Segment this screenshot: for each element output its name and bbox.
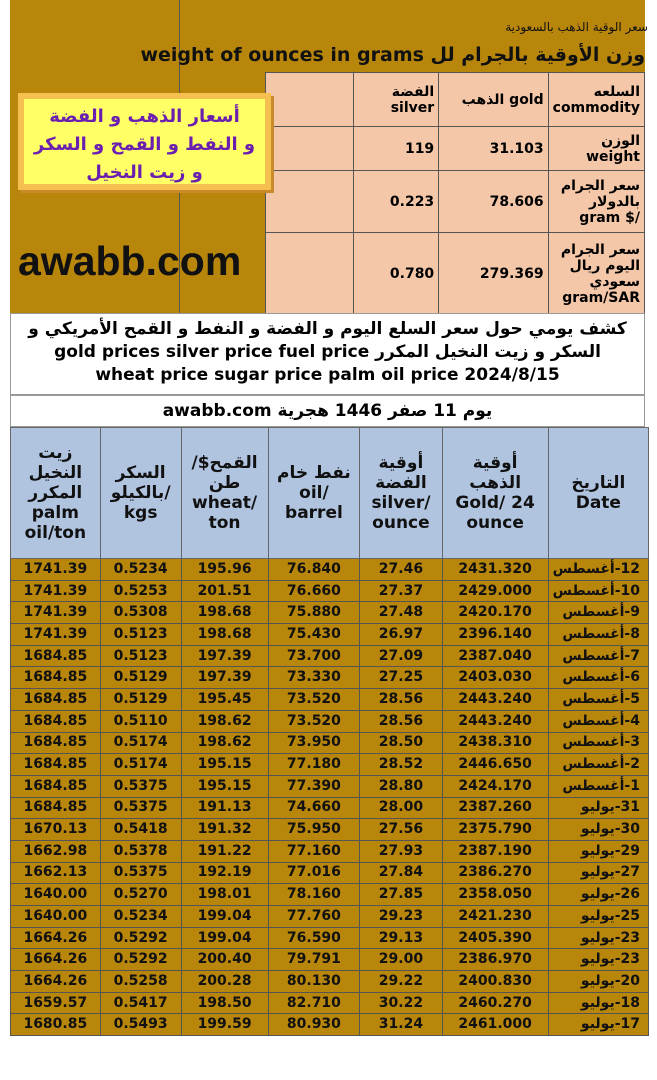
gold-cell: 2375.790: [442, 819, 548, 841]
oil-cell: 75.880: [268, 602, 360, 624]
oil-cell: 77.760: [268, 906, 360, 928]
table-row: [11, 862, 649, 884]
silver-cell: 27.84: [360, 862, 442, 884]
date-cell: 2-أغسطس: [548, 754, 648, 776]
table-row: [11, 775, 649, 797]
weight-row: [266, 171, 645, 233]
table-row: [11, 624, 649, 646]
wheat-cell: 191.32: [181, 819, 268, 841]
gold-cell: 2424.170: [442, 775, 548, 797]
sugar-cell: 0.5174: [100, 732, 181, 754]
column-header-palm-oil: زيت النخيل المكرر palm oil/ton: [11, 428, 101, 559]
gold-cell: 2461.000: [442, 1014, 548, 1036]
date-cell: 17-يوليو: [548, 1014, 648, 1036]
oil-cell: 75.430: [268, 624, 360, 646]
palm-oil-cell: 1684.85: [11, 797, 101, 819]
palm-oil-cell: 1741.39: [11, 559, 101, 581]
table-row: [11, 949, 649, 971]
hijri-date-line: يوم 11 صفر 1446 هجرية awabb.com: [10, 395, 645, 427]
sugar-cell: 0.5123: [100, 645, 181, 667]
summary-caption: كشف يومي حول سعر السلع اليوم و الفضة و النفط و القمح الأمريكي و السكر و زيت النخيل المكرر gold prices silver price fuel price wheat price sugar price palm oil price 2024/8/15: [10, 313, 645, 395]
date-cell: 26-يوليو: [548, 884, 648, 906]
date-cell: 23-يوليو: [548, 949, 648, 971]
column-header-wheat: القمح$/ طن wheat/ ton: [181, 428, 268, 559]
weight-empty-cell: [266, 73, 354, 127]
gold-cell: 2431.320: [442, 559, 548, 581]
wheat-cell: 200.40: [181, 949, 268, 971]
palm-oil-cell: 1664.26: [11, 927, 101, 949]
silver-cell: 29.00: [360, 949, 442, 971]
commodities-banner: [18, 93, 271, 190]
oil-cell: 76.660: [268, 580, 360, 602]
table-row: [11, 602, 649, 624]
silver-cell: 28.80: [360, 775, 442, 797]
silver-cell: 27.37: [360, 580, 442, 602]
gold-cell: 2387.260: [442, 797, 548, 819]
silver-cell: 28.52: [360, 754, 442, 776]
column-header-gold: أوقية الذهب Gold/ 24 ounce: [442, 428, 548, 559]
sugar-cell: 0.5174: [100, 754, 181, 776]
palm-oil-cell: 1684.85: [11, 689, 101, 711]
palm-oil-cell: 1662.98: [11, 840, 101, 862]
silver-cell: 27.09: [360, 645, 442, 667]
table-row: [11, 971, 649, 993]
wheat-cell: 191.13: [181, 797, 268, 819]
column-header-date: التاريخ Date: [548, 428, 648, 559]
silver-cell: 26.97: [360, 624, 442, 646]
gold-cell: 2443.240: [442, 689, 548, 711]
palm-oil-cell: 1684.85: [11, 645, 101, 667]
weight-header-silver: الفضة silver: [353, 73, 438, 127]
silver-cell: 27.48: [360, 602, 442, 624]
sugar-cell: 0.5110: [100, 710, 181, 732]
wheat-cell: 197.39: [181, 667, 268, 689]
sugar-cell: 0.5253: [100, 580, 181, 602]
silver-cell: 27.25: [360, 667, 442, 689]
palm-oil-cell: 1640.00: [11, 884, 101, 906]
table-row: [11, 689, 649, 711]
sugar-cell: 0.5270: [100, 884, 181, 906]
table-row: [11, 645, 649, 667]
weight-row-label: الوزن weight: [548, 127, 644, 171]
column-header-oil: نفط خام oil/ barrel: [268, 428, 360, 559]
gold-cell: 2386.270: [442, 862, 548, 884]
sugar-cell: 0.5123: [100, 624, 181, 646]
prices-header-row: [11, 428, 649, 559]
weight-row-label: سعر الجرام اليوم ريال سعودي gram/SAR: [548, 233, 644, 315]
date-cell: 23-يوليو: [548, 927, 648, 949]
oil-cell: 73.700: [268, 645, 360, 667]
weight-row: [266, 127, 645, 171]
silver-cell: 27.56: [360, 819, 442, 841]
weight-gold-value: 31.103: [439, 127, 548, 171]
sugar-cell: 0.5234: [100, 559, 181, 581]
table-row: [11, 992, 649, 1014]
wheat-cell: 198.62: [181, 710, 268, 732]
date-cell: 1-أغسطس: [548, 775, 648, 797]
wheat-cell: 199.04: [181, 927, 268, 949]
palm-oil-cell: 1664.26: [11, 971, 101, 993]
weight-row: [266, 233, 645, 315]
gold-cell: 2403.030: [442, 667, 548, 689]
palm-oil-cell: 1659.57: [11, 992, 101, 1014]
page-subtitle: وزن الأوقية بالجرام لل weight of ounces in grams: [140, 44, 645, 66]
wheat-cell: 200.28: [181, 971, 268, 993]
wheat-cell: 192.19: [181, 862, 268, 884]
date-cell: 12-أغسطس: [548, 559, 648, 581]
palm-oil-cell: 1741.39: [11, 624, 101, 646]
oil-cell: 73.520: [268, 710, 360, 732]
date-cell: 30-يوليو: [548, 819, 648, 841]
date-cell: 10-أغسطس: [548, 580, 648, 602]
date-cell: 9-أغسطس: [548, 602, 648, 624]
weight-gold-value: 78.606: [439, 171, 548, 233]
date-cell: 3-أغسطس: [548, 732, 648, 754]
date-cell: 7-أغسطس: [548, 645, 648, 667]
sugar-cell: 0.5308: [100, 602, 181, 624]
column-header-silver: أوقية الفضة silver/ ounce: [360, 428, 442, 559]
weight-silver-value: 0.780: [353, 233, 438, 315]
wheat-cell: 199.04: [181, 906, 268, 928]
page-title-ar: سعر الوقية الذهب بالسعودية: [505, 20, 648, 34]
date-cell: 25-يوليو: [548, 906, 648, 928]
date-cell: 27-يوليو: [548, 862, 648, 884]
oil-cell: 80.930: [268, 1014, 360, 1036]
weight-silver-value: 0.223: [353, 171, 438, 233]
date-cell: 4-أغسطس: [548, 710, 648, 732]
date-cell: 29-يوليو: [548, 840, 648, 862]
oil-cell: 82.710: [268, 992, 360, 1014]
oil-cell: 76.840: [268, 559, 360, 581]
wheat-cell: 198.62: [181, 732, 268, 754]
palm-oil-cell: 1680.85: [11, 1014, 101, 1036]
sugar-cell: 0.5292: [100, 949, 181, 971]
oil-cell: 76.590: [268, 927, 360, 949]
gold-cell: 2460.270: [442, 992, 548, 1014]
gold-cell: 2387.190: [442, 840, 548, 862]
table-row: [11, 906, 649, 928]
silver-cell: 27.46: [360, 559, 442, 581]
weight-header-gold: الذهب gold: [439, 73, 548, 127]
weight-empty-cell: [266, 233, 354, 315]
sugar-cell: 0.5493: [100, 1014, 181, 1036]
wheat-cell: 195.96: [181, 559, 268, 581]
oil-cell: 77.180: [268, 754, 360, 776]
table-row: [11, 797, 649, 819]
table-row: [11, 927, 649, 949]
palm-oil-cell: 1640.00: [11, 906, 101, 928]
prices-table: [10, 427, 649, 1036]
wheat-cell: 198.01: [181, 884, 268, 906]
table-row: [11, 559, 649, 581]
sugar-cell: 0.5292: [100, 927, 181, 949]
palm-oil-cell: 1684.85: [11, 710, 101, 732]
weight-gold-value: 279.369: [439, 233, 548, 315]
weight-empty-cell: [266, 171, 354, 233]
silver-cell: 29.22: [360, 971, 442, 993]
weight-empty-cell: [266, 127, 354, 171]
gold-cell: 2443.240: [442, 710, 548, 732]
silver-cell: 28.00: [360, 797, 442, 819]
oil-cell: 73.950: [268, 732, 360, 754]
gold-cell: 2396.140: [442, 624, 548, 646]
sugar-cell: 0.5417: [100, 992, 181, 1014]
gold-cell: 2446.650: [442, 754, 548, 776]
sugar-cell: 0.5129: [100, 667, 181, 689]
wheat-cell: 201.51: [181, 580, 268, 602]
palm-oil-cell: 1684.85: [11, 775, 101, 797]
silver-cell: 27.93: [360, 840, 442, 862]
palm-oil-cell: 1684.85: [11, 732, 101, 754]
date-cell: 18-يوليو: [548, 992, 648, 1014]
date-cell: 8-أغسطس: [548, 624, 648, 646]
sugar-cell: 0.5129: [100, 689, 181, 711]
oil-cell: 79.791: [268, 949, 360, 971]
weight-silver-value: 119: [353, 127, 438, 171]
weight-header-commodity: السلعه commodity: [548, 73, 644, 127]
sugar-cell: 0.5418: [100, 819, 181, 841]
oil-cell: 77.016: [268, 862, 360, 884]
gold-cell: 2420.170: [442, 602, 548, 624]
sugar-cell: 0.5375: [100, 775, 181, 797]
table-row: [11, 667, 649, 689]
wheat-cell: 197.39: [181, 645, 268, 667]
wheat-cell: 195.15: [181, 754, 268, 776]
wheat-cell: 195.45: [181, 689, 268, 711]
wheat-cell: 198.68: [181, 602, 268, 624]
table-row: [11, 754, 649, 776]
silver-cell: 29.23: [360, 906, 442, 928]
gold-cell: 2421.230: [442, 906, 548, 928]
oil-cell: 75.950: [268, 819, 360, 841]
weight-row-label: سعر الجرام بالدولار gram $/: [548, 171, 644, 233]
table-row: [11, 840, 649, 862]
sugar-cell: 0.5375: [100, 862, 181, 884]
oil-cell: 78.160: [268, 884, 360, 906]
table-row: [11, 1014, 649, 1036]
prices-body: [11, 559, 649, 1036]
palm-oil-cell: 1664.26: [11, 949, 101, 971]
gold-cell: 2405.390: [442, 927, 548, 949]
date-cell: 31-يوليو: [548, 797, 648, 819]
silver-cell: 29.13: [360, 927, 442, 949]
silver-cell: 30.22: [360, 992, 442, 1014]
oil-cell: 80.130: [268, 971, 360, 993]
silver-cell: 28.50: [360, 732, 442, 754]
weight-table-header: [266, 73, 645, 127]
gold-cell: 2429.000: [442, 580, 548, 602]
banner-line: و النفط و القمح و السكر: [33, 134, 256, 155]
banner-line: أسعار الذهب و الفضة: [49, 106, 240, 127]
silver-cell: 31.24: [360, 1014, 442, 1036]
date-cell: 6-أغسطس: [548, 667, 648, 689]
site-logo-text: awabb.com: [18, 238, 242, 284]
column-header-sugar: السكر بالكيلو/ kgs: [100, 428, 181, 559]
oil-cell: 77.390: [268, 775, 360, 797]
wheat-cell: 198.68: [181, 624, 268, 646]
oil-cell: 73.330: [268, 667, 360, 689]
table-row: [11, 710, 649, 732]
table-row: [11, 580, 649, 602]
palm-oil-cell: 1741.39: [11, 602, 101, 624]
table-row: [11, 884, 649, 906]
palm-oil-cell: 1684.85: [11, 754, 101, 776]
table-row: [11, 819, 649, 841]
gold-cell: 2358.050: [442, 884, 548, 906]
weight-table: [265, 72, 645, 315]
sugar-cell: 0.5378: [100, 840, 181, 862]
date-cell: 20-يوليو: [548, 971, 648, 993]
banner-line: و زيت النخيل: [86, 162, 203, 183]
palm-oil-cell: 1684.85: [11, 667, 101, 689]
palm-oil-cell: 1741.39: [11, 580, 101, 602]
sugar-cell: 0.5258: [100, 971, 181, 993]
date-cell: 5-أغسطس: [548, 689, 648, 711]
oil-cell: 74.660: [268, 797, 360, 819]
gold-cell: 2400.830: [442, 971, 548, 993]
wheat-cell: 195.15: [181, 775, 268, 797]
wheat-cell: 199.59: [181, 1014, 268, 1036]
gold-cell: 2387.040: [442, 645, 548, 667]
silver-cell: 28.56: [360, 710, 442, 732]
palm-oil-cell: 1662.13: [11, 862, 101, 884]
oil-cell: 77.160: [268, 840, 360, 862]
silver-cell: 28.56: [360, 689, 442, 711]
gold-cell: 2386.970: [442, 949, 548, 971]
palm-oil-cell: 1670.13: [11, 819, 101, 841]
table-row: [11, 732, 649, 754]
oil-cell: 73.520: [268, 689, 360, 711]
silver-cell: 27.85: [360, 884, 442, 906]
wheat-cell: 198.50: [181, 992, 268, 1014]
gold-cell: 2438.310: [442, 732, 548, 754]
wheat-cell: 191.22: [181, 840, 268, 862]
sugar-cell: 0.5375: [100, 797, 181, 819]
sugar-cell: 0.5234: [100, 906, 181, 928]
